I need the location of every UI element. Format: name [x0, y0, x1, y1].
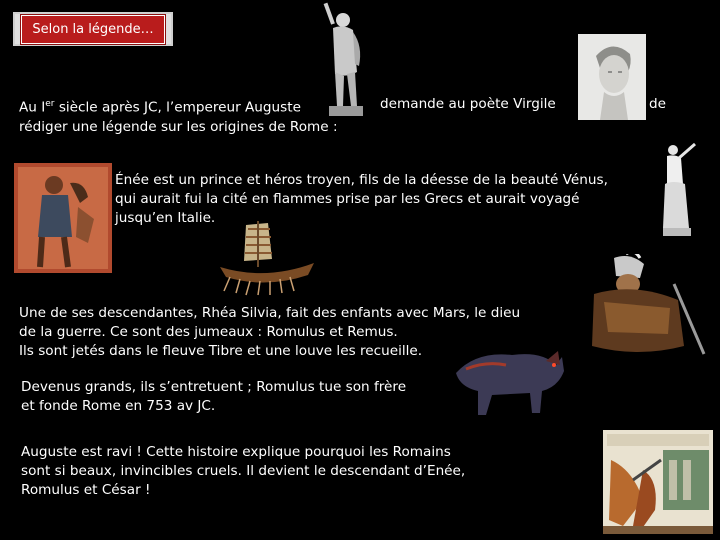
intro-line-1-part-1: Au Ier siècle après JC, l’empereur Auguste: [19, 99, 301, 116]
paragraph-line: Auguste est ravi ! Cette histoire explique pourquoi les Romains: [21, 444, 451, 460]
title-button[interactable]: Selon la légende…: [21, 15, 164, 44]
title-frame: [13, 12, 173, 46]
paragraph-line: de la guerre. Ce sont des jumeaux : Romulus et Remus.: [19, 324, 398, 340]
paragraph-romulus: [21, 378, 406, 416]
paragraph-line: Énée est un prince et héros troyen, fils de la déesse de la beauté Vénus,: [115, 172, 608, 188]
virgil-bust-image: [578, 34, 646, 120]
intro-line-2: rédiger une légende sur les origines de Rome :: [19, 119, 338, 135]
paragraph-enee: [115, 171, 608, 228]
paragraph-line: Devenus grands, ils s’entretuent ; Romulus tue son frère: [21, 379, 407, 395]
paragraph-rhea: [19, 304, 520, 361]
intro-line-1-part-3: de: [649, 96, 666, 112]
venus-statue-image: [649, 128, 701, 240]
paragraph-line: sont si beaux, invincibles cruels. Il devient le descendant d’Enée,: [21, 463, 466, 479]
paragraph-line: jusqu’en Italie.: [115, 210, 216, 226]
paragraph-auguste: [21, 443, 465, 500]
mars-warrior-image: [574, 254, 708, 358]
paragraph-line: Une de ses descendantes, Rhéa Silvia, fait des enfants avec Mars, le dieu: [19, 305, 521, 321]
paragraph-line: Ils sont jetés dans le fleuve Tibre et une louve les recueille.: [19, 343, 423, 359]
augustus-statue-image: [303, 2, 375, 120]
paragraph-line: qui aurait fui la cité en flammes prise par les Grecs et aurait voyagé: [115, 191, 580, 207]
aeneas-fresco-image: [14, 163, 112, 273]
paragraph-line: Romulus et César !: [21, 482, 151, 498]
paragraph-line: et fonde Rome en 753 av JC.: [21, 398, 216, 414]
intro-line-1-part-2: demande au poète Virgile: [380, 96, 556, 112]
trireme-ship-image: [216, 219, 318, 297]
romulus-remus-painting-image: [603, 430, 713, 534]
